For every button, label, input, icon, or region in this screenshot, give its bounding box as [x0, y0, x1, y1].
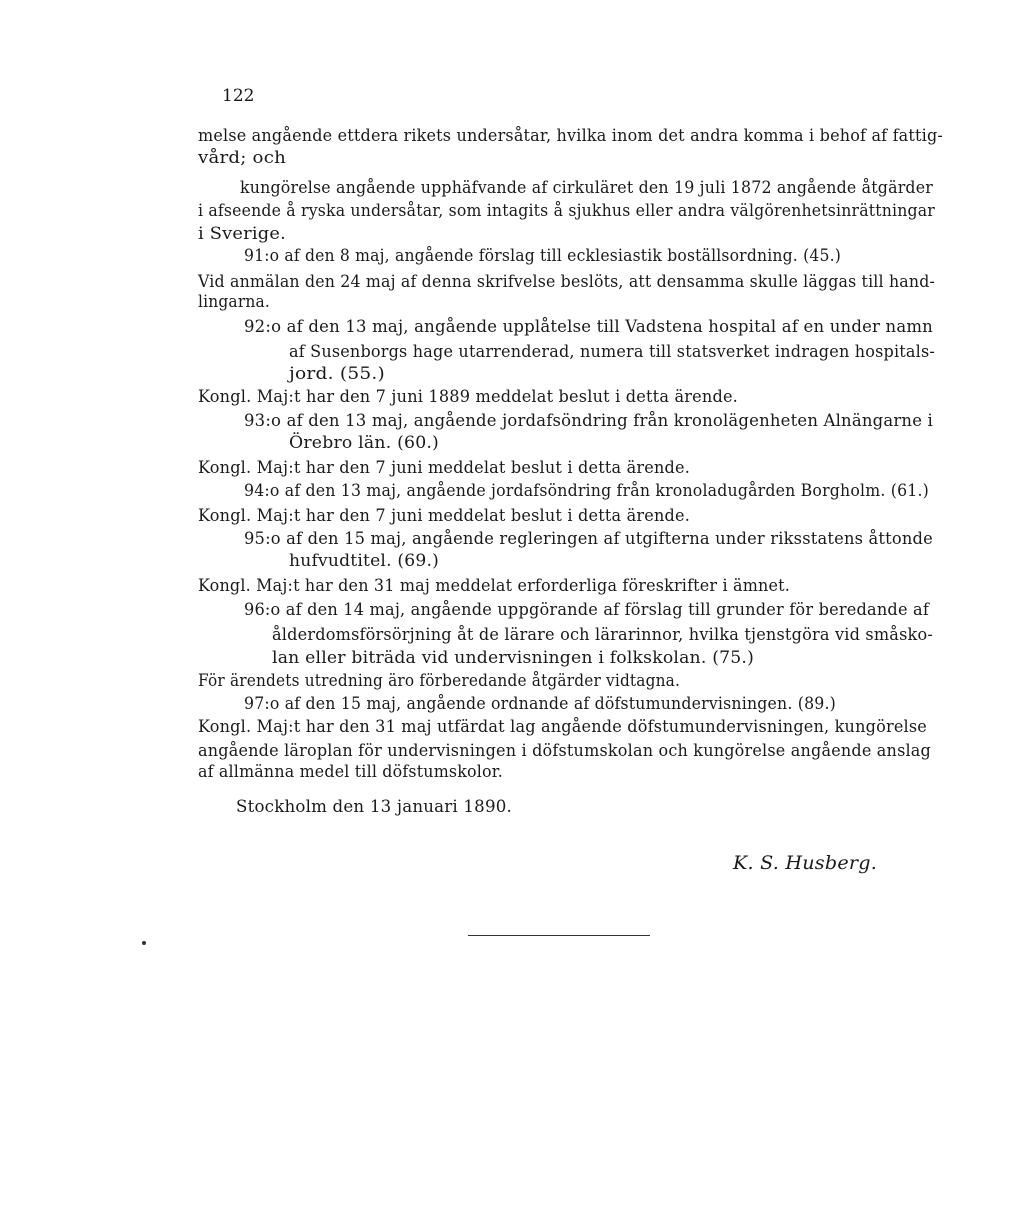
text-line: ålderdomsförsörjning åt de lärare och lärarinnor, hvilka tjenstgöra vid småsko-: [272, 625, 933, 645]
text-line: För ärendets utredning äro förberedande åtgärder vidtagna.: [198, 671, 680, 691]
text-line: Kongl. Maj:t har den 31 maj utfärdat lag angående döfstumundervisningen, kungörelse: [198, 717, 927, 737]
text-line: 92:o af den 13 maj, angående upplåtelse till Vadstena hospital af en under namn: [244, 317, 933, 337]
text-line: 93:o af den 13 maj, angående jordafsöndring från kronolägenheten Alnängarne i: [244, 411, 933, 431]
signature: K. S. Husberg.: [733, 852, 877, 874]
text-line: Kongl. Maj:t har den 31 maj meddelat erforderliga föreskrifter i ämnet.: [198, 576, 790, 596]
text-line: Örebro län. (60.): [289, 433, 439, 453]
text-line: 95:o af den 15 maj, angående regleringen af utgifterna under riksstatens åttonde: [244, 529, 933, 549]
text-line: 94:o af den 13 maj, angående jordafsöndring från kronoladugården Borgholm. (61.): [244, 481, 929, 501]
text-line: Vid anmälan den 24 maj af denna skrifvelse beslöts, att densamma skulle läggas till hand-: [198, 272, 935, 292]
stray-mark: [142, 941, 146, 945]
text-line: 97:o af den 15 maj, angående ordnande af döfstumundervisningen. (89.): [244, 694, 836, 714]
text-line: vård; och: [198, 148, 286, 168]
text-line: jord. (55.): [289, 364, 385, 384]
text-line: hufvudtitel. (69.): [289, 551, 439, 571]
text-line: Kongl. Maj:t har den 7 juni meddelat beslut i detta ärende.: [198, 506, 690, 526]
text-line: Kongl. Maj:t har den 7 juni meddelat beslut i detta ärende.: [198, 458, 690, 478]
closing-rule: [468, 935, 650, 936]
text-line: lan eller biträda vid undervisningen i folkskolan. (75.): [272, 648, 754, 668]
page-number: 122: [222, 86, 255, 106]
text-line: melse angående ettdera rikets undersåtar, hvilka inom det andra komma i behof af fattig-: [198, 126, 943, 146]
text-line: kungörelse angående upphäfvande af cirkuläret den 19 juli 1872 angående åtgärder: [240, 178, 933, 198]
dateline: Stockholm den 13 januari 1890.: [236, 797, 512, 817]
text-line: lingarna.: [198, 292, 270, 312]
text-line: af allmänna medel till döfstumskolor.: [198, 762, 503, 782]
text-line: i Sverige.: [198, 224, 286, 244]
text-line: angående läroplan för undervisningen i döfstumskolan och kungörelse angående anslag: [198, 741, 931, 761]
text-line: Kongl. Maj:t har den 7 juni 1889 meddelat beslut i detta ärende.: [198, 387, 738, 407]
text-line: 91:o af den 8 maj, angående förslag till ecklesiastik boställsordning. (45.): [244, 246, 841, 266]
text-line: af Susenborgs hage utarrenderad, numera till statsverket indragen hospitals-: [289, 342, 935, 362]
text-line: i afseende å ryska undersåtar, som intagits å sjukhus eller andra välgörenhetsinrättningar: [198, 201, 935, 221]
text-line: 96:o af den 14 maj, angående uppgörande af förslag till grunder för beredande af: [244, 600, 929, 620]
